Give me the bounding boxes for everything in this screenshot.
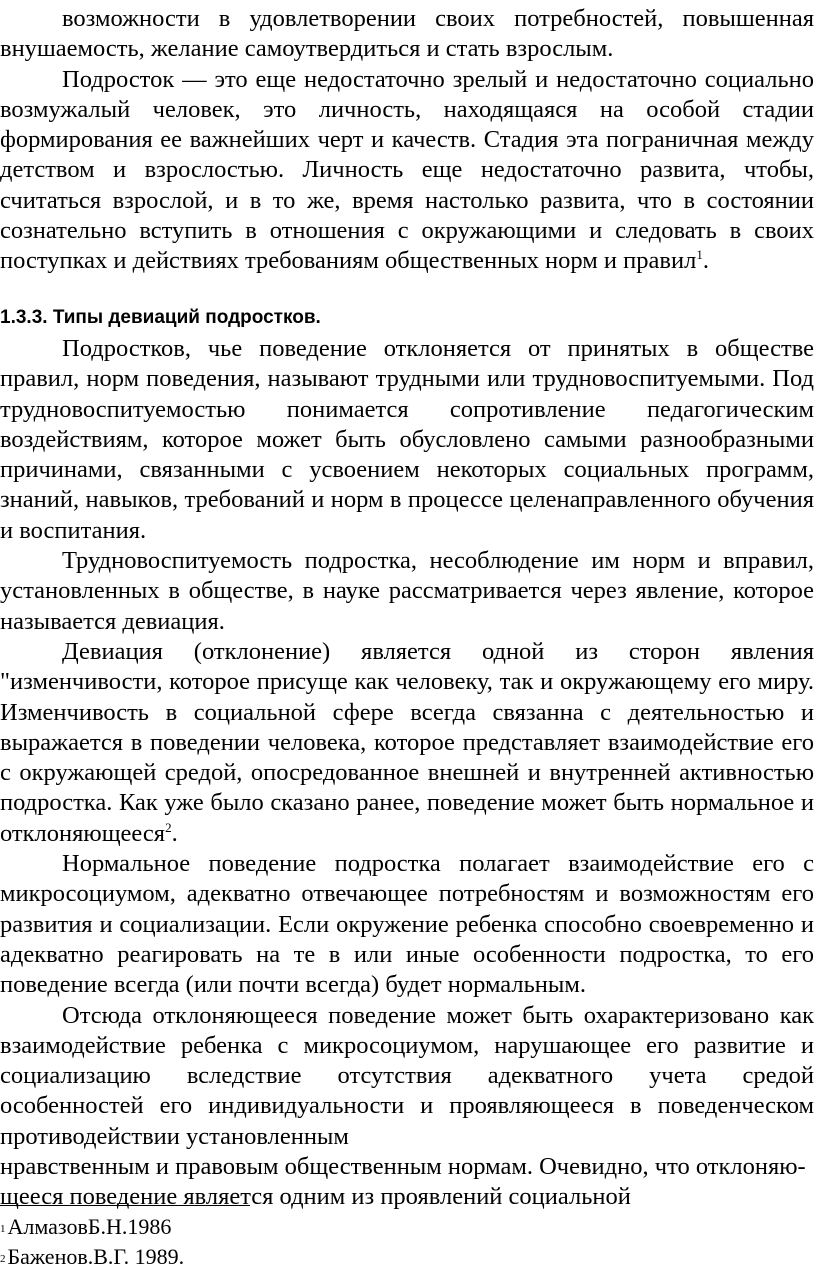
text-block-section [0,334,814,1213]
section-heading: 1.3.3. Типы девиаций подростков. [0,307,321,328]
footnote-mark: 2 [0,1252,6,1265]
paragraph-end: . [171,819,178,847]
footnote-ref-2: 2 [165,819,172,835]
paragraph-text: Девиация (отклонение) является одной из сторон явления "изменчивости, которое присуще как человеку, так и окружающему его миру. Изменчивость в социальной сфере всегда связанна с деятельностью и выражается в поведении человека, которое представляет взаимодействие его с окружающей средой, опосредованное внешней и внутренней активностью подростка. Как уже было сказано ранее, поведение может быть нормальное и отклоняющееся [0,637,814,847]
footnote-1 [0,1213,600,1243]
paragraph-continued: возможности в удовлетворении своих потребностей, повышенная внушаемость, желание самоутвердиться и стать взрослым. [0,5,814,63]
paragraph-text: Подросток — это еще недостаточно зрелый и недостаточно социально возмужалый человек, это личность, находящаяся на особой стадии формирования ее важнейших черт и качеств. Стадия эта пограничная между детством и взрослостью. Личность еще недостаточно развита, чтобы, считаться взрослой, и в то же, время настолько развита, что в состоянии сознательно вступить в отношения с окружающими и следовать в своих поступках и действиях требованиям общественных норм и правил [0,65,814,275]
footnotes [0,1213,600,1273]
footnote-text: АлмазовБ.Н.1986 [7,1214,172,1239]
paragraph-continuation: нравственным и правовым общественным нормам. Очевидно, что отклоняю-щееся поведение является одним из проявлений социальной [0,1153,806,1211]
paragraph-deviant-behavior: Отсюда отклоняющееся поведение может быть охарактеризовано как взаимодействие ребенка с микросоциумом, нарушающее его развитие и социализацию вследствие отсутствия адекватного учета средой особенностей его индивидуальности и проявляющееся в поведенческом противодействии установленным [0,1001,814,1150]
footnote-text: Баженов.В.Г. 1989. [7,1243,185,1269]
paragraph-difficult-teens: Подростков, чье поведение отклоняется от принятых в обществе правил, норм поведения, называют трудными или трудновоспитуемыми. Под трудновоспитуемостью понимается сопротивление педагогическим воздействиям, которое может быть обусловлено самыми разнообразными причинами, связанными с усвоением некоторых социальных программ, знаний, навыков, требований и норм в процессе целенаправленного обучения и воспитания. [0,335,814,544]
paragraph-adolescent-definition [0,65,814,277]
footnote-mark: 1 [0,1222,6,1235]
footnote-ref-1: 1 [696,247,703,263]
paragraph-deviation-intro: Трудновоспитуемость подростка, несоблюдение им норм и вправил, установленных в обществе, в науке рассматривается через явление, которое называется девиация. [0,547,814,635]
footnote-2 [0,1243,600,1273]
footnote-divider [0,1205,250,1206]
paragraph-end: . [702,247,709,275]
text-block-intro [0,4,814,277]
paragraph-deviation-definition [0,637,814,849]
paragraph-normal-behavior: Нормальное поведение подростка полагает взаимодействие его с микросоциумом, адекватно отвечающее потребностям и возможностям его развития и социализации. Если окружение ребенка способно своевременно и адекватно реагировать на те в или иные особенности подростка, то его поведение всегда (или почти всегда) будет нормальным. [0,850,814,999]
